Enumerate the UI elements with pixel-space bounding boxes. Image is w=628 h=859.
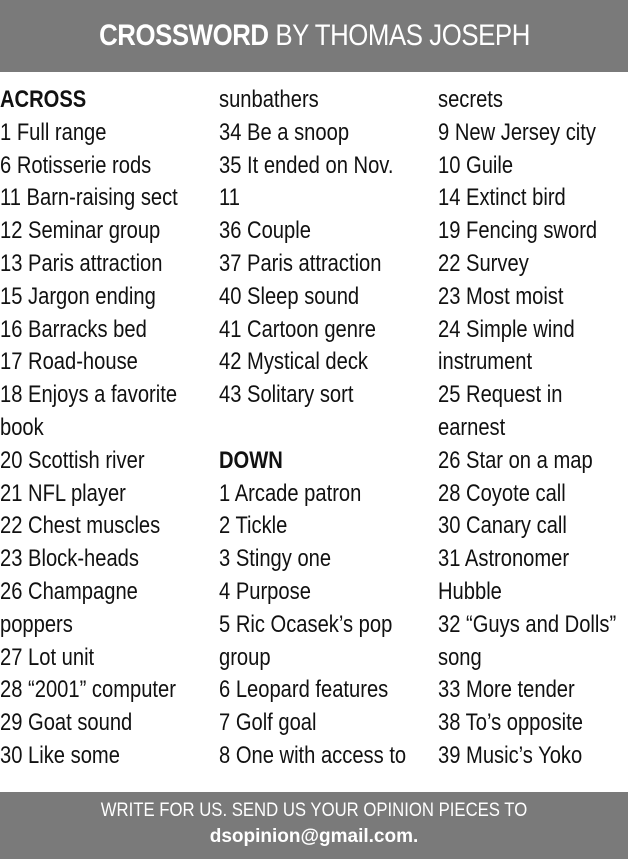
clue-line: 5 Ric Ocasek’s pop <box>219 610 393 638</box>
clue-line: 10 Guile <box>438 151 514 179</box>
down-heading: DOWN <box>219 446 283 474</box>
clue-line: 43 Solitary sort <box>219 381 354 409</box>
down-clue-list-2 <box>438 84 628 773</box>
clue-line: 36 Couple <box>219 217 311 245</box>
title-bold: CROSSWORD <box>98 19 269 52</box>
clue-line: 4 Purpose <box>219 577 311 605</box>
clue-line: 26 Star on a map <box>438 446 593 474</box>
clue-line: 16 Barracks bed <box>0 315 147 343</box>
clue-line: 8 One with access to <box>219 741 407 769</box>
clue-line: song <box>438 643 482 671</box>
clue-line: 15 Jargon ending <box>0 282 156 310</box>
title-byline: BY THOMAS JOSEPH <box>268 19 530 52</box>
clue-line: 1 Full range <box>0 118 107 146</box>
clue-line: 23 Most moist <box>438 282 564 310</box>
clue-line: 11 Barn-raising sect <box>0 184 178 212</box>
clue-line: 27 Lot unit <box>0 643 95 671</box>
clue-line: earnest <box>438 413 506 441</box>
clue-line: group <box>219 643 271 671</box>
clue-line: 2 Tickle <box>219 512 288 540</box>
clue-line: 34 Be a snoop <box>219 118 350 146</box>
clue-line: 29 Goat sound <box>0 709 133 737</box>
header-banner <box>0 0 628 72</box>
clue-line: 40 Sleep sound <box>219 282 360 310</box>
clue-line: sunbathers <box>219 86 319 113</box>
spacer <box>219 412 434 445</box>
clue-line: poppers <box>0 610 73 638</box>
clue-line: 13 Paris attraction <box>0 249 163 277</box>
clue-line: 19 Fencing sword <box>438 217 598 245</box>
clue-line: 3 Stingy one <box>219 545 332 573</box>
clue-line: book <box>0 413 44 441</box>
clue-line: 38 To’s opposite <box>438 709 583 737</box>
clue-line: 23 Block-heads <box>0 545 139 573</box>
clue-line: 33 More tender <box>438 676 575 704</box>
clue-line: 12 Seminar group <box>0 217 161 245</box>
clue-line: 6 Leopard features <box>219 676 389 704</box>
clue-line: 30 Canary call <box>438 512 567 540</box>
across-clue-list-1 <box>0 117 215 773</box>
clue-column-2 <box>219 84 434 773</box>
clue-line: 26 Champagne <box>0 577 138 605</box>
clue-line: 11 <box>219 184 240 212</box>
clue-line: 24 Simple wind <box>438 315 575 343</box>
clue-line: Hubble <box>438 577 502 605</box>
clue-line: 31 Astronomer <box>438 545 570 573</box>
clue-line: 32 “Guys and Dolls” <box>438 610 617 638</box>
clue-line: 25 Request in <box>438 381 563 409</box>
clue-column-1 <box>0 84 215 773</box>
clue-line: instrument <box>438 348 533 376</box>
clue-line: 28 Coyote call <box>438 479 566 507</box>
clue-line: 1 Arcade patron <box>219 479 362 507</box>
clue-line: 30 Like some <box>0 741 120 769</box>
clue-line: 7 Golf goal <box>219 709 317 737</box>
clue-line: 39 Music’s Yoko <box>438 741 583 769</box>
clue-line: secrets <box>438 86 503 113</box>
across-heading: ACROSS <box>0 86 87 113</box>
clue-line: 28 “2001” computer <box>0 676 176 704</box>
clue-line: 35 It ended on Nov. <box>219 151 394 179</box>
footer-invitation: WRITE FOR US. SEND US YOUR OPINION PIECES TO <box>100 800 528 821</box>
clue-line: 22 Chest muscles <box>0 512 161 540</box>
clue-columns <box>0 84 628 784</box>
across-clue-list-2 <box>219 84 434 412</box>
clue-line: 22 Survey <box>438 249 529 277</box>
clue-line: 42 Mystical deck <box>219 348 369 376</box>
clue-line: 20 Scottish river <box>0 446 145 474</box>
footer-email: dsopinion@gmail.com. <box>209 826 419 847</box>
clue-line: 18 Enjoys a favorite <box>0 381 178 409</box>
footer-banner <box>0 792 628 859</box>
clue-line: 14 Extinct bird <box>438 184 566 212</box>
clue-line: 6 Rotisserie rods <box>0 151 152 179</box>
clue-line: 9 New Jersey city <box>438 118 596 146</box>
clue-column-3 <box>438 84 628 773</box>
down-clue-list-1 <box>219 478 434 773</box>
clue-line: 37 Paris attraction <box>219 249 382 277</box>
clue-line: 41 Cartoon genre <box>219 315 376 343</box>
crossword-title <box>99 19 530 53</box>
clue-line: 17 Road-house <box>0 348 138 376</box>
clue-line: 21 NFL player <box>0 479 126 507</box>
